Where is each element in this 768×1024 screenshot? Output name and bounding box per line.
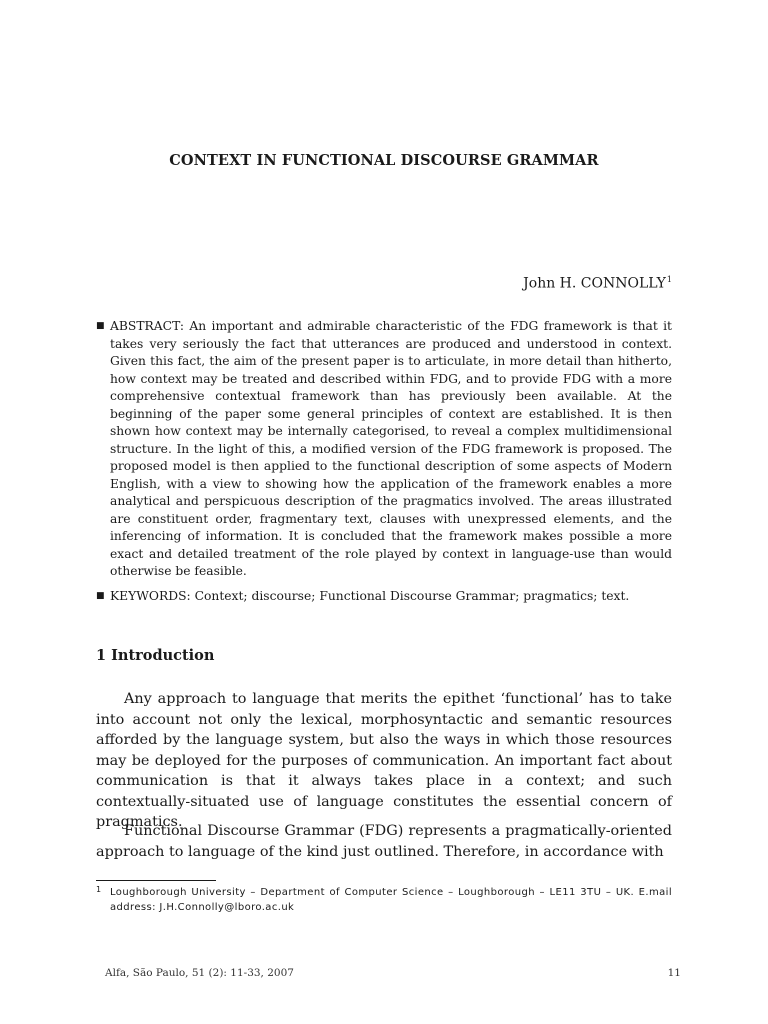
keywords-text: KEYWORDS: Context; discourse; Functional Discourse Grammar; pragmatics; text. bbox=[110, 589, 630, 603]
abstract-block bbox=[96, 318, 672, 581]
square-bullet-icon: ■ bbox=[96, 591, 105, 601]
page-title: CONTEXT IN FUNCTIONAL DISCOURSE GRAMMAR bbox=[169, 152, 599, 169]
footnote-text: Loughborough University – Department of Computer Science – Loughborough – LE11 3TU – UK. E.mail address: J.H.Connolly@lboro.ac.uk bbox=[110, 887, 672, 913]
footnote-divider bbox=[96, 880, 216, 881]
keywords-block bbox=[96, 588, 672, 606]
page-number: 11 bbox=[667, 967, 681, 979]
footer-citation: Alfa, São Paulo, 51 (2): 11-33, 2007 bbox=[105, 967, 294, 979]
square-bullet-icon: ■ bbox=[96, 321, 105, 331]
section-heading: 1 Introduction bbox=[96, 647, 215, 664]
footnote-mark: 1 bbox=[96, 885, 102, 894]
body-paragraph: Any approach to language that merits the epithet ‘functional’ has to take into account not only the lexical, morphosyntactic and semantic resources afforded by the language system, but also the ways in which those resources may be deployed for the purposes of communication. An important fact about communication is that it always takes place in a context; and such contextually-situated use of language constitutes the essential concern of pragmatics. bbox=[96, 691, 672, 830]
author-name bbox=[523, 275, 672, 292]
abstract-text: ABSTRACT: An important and admirable characteristic of the FDG framework is that it takes very seriously the fact that utterances are produced and understood in context. Given this fact, the aim of the present paper is to articulate, in more detail than hitherto, how context may be treated and described within FDG, and to provide FDG with a more comprehensive contextual framework than has previously been available. At the beginning of the paper some general principles of context are established. It is then shown how context may be internally categorised, to reveal a complex multidimensional structure. In the light of this, a modified version of the FDG framework is proposed. The proposed model is then applied to the functional description of some aspects of Modern English, with a view to showing how the application of the framework enables a more analytical and perspicuous description of the pragmatics involved. The areas illustrated are constituent order, fragmentary text, clauses with unexpressed elements, and the inferencing of information. It is concluded that the framework makes possible a more exact and detailed treatment of the role played by context in language-use than would otherwise be feasible. bbox=[110, 319, 672, 578]
body-paragraph: Functional Discourse Grammar (FDG) represents a pragmatically-oriented approach to language of the kind just outlined. Therefore, in accordance with bbox=[96, 823, 672, 860]
author-footnote-ref[interactable]: 1 bbox=[666, 275, 672, 284]
author-name-text: John H. CONNOLLY bbox=[523, 275, 666, 292]
footnote bbox=[96, 886, 672, 915]
